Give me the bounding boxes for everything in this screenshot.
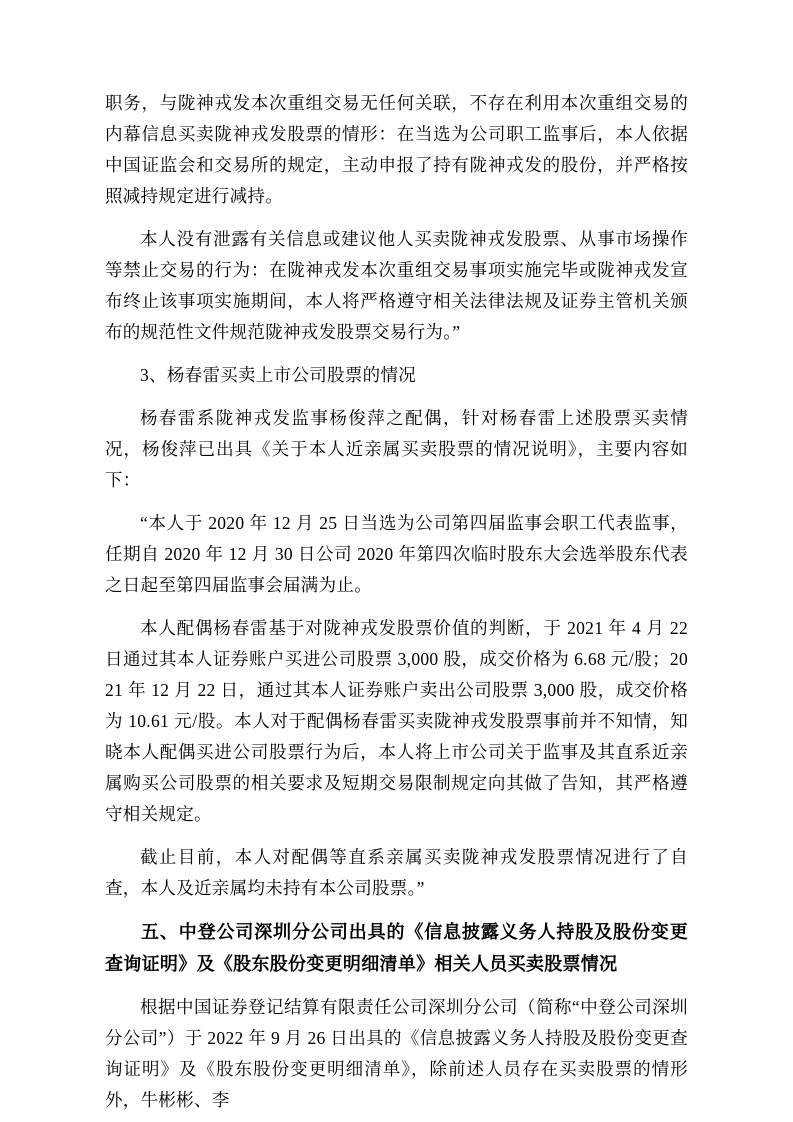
paragraph: 杨春雷系陇神戎发监事杨俊萍之配偶，针对杨春雷上述股票买卖情况，杨俊萍已出具《关于本人近亲属买卖股票的情况说明》，主要内容如下：: [105, 408, 688, 490]
paragraph: 根据中国证券登记结算有限责任公司深圳分公司（简称“中登公司深圳分公司”）于 2022 年 9 月 26 日出具的《信息披露义务人持股及股份变更查询证明》及《股东股份变更明细清单》，除前述人员存在买卖股票的情形外，牛彬彬、李: [105, 997, 688, 1110]
paragraph: 职务，与陇神戎发本次重组交易无任何关联，不存在利用本次重组交易的内幕信息买卖陇神戎发股票的情形：在当选为公司职工监事后，本人依据中国证监会和交易所的规定，主动申报了持有陇神戎发的股份，并严格按照减持规定进行减持。: [105, 93, 688, 206]
paragraph: 本人配偶杨春雷基于对陇神戎发股票价值的判断，于 2021 年 4 月 22 日通过其本人证券账户买进公司股票 3,000 股，成交价格为 6.68 元/股；2021 年 12 月 22 日，通过其本人证券账户卖出公司股票 3,000 股，成交价格为 10.61 元/股。本人对于配偶杨春雷买卖陇神戎发股票事前并不知情，知晓本人配偶买进公司股票行为后，本人将上市公司关于监事及其直系近亲属购买公司股票的相关要求及短期交易限制规定向其做了告知，其严格遵守相关规定。: [105, 618, 688, 824]
paragraph: 3、杨春雷买卖上市公司股票的情况: [140, 365, 417, 385]
paragraph: 截止目前，本人对配偶等直系亲属买卖陇神戎发股票情况进行了自查，本人及近亲属均未持有本公司股票。”: [105, 847, 688, 898]
paragraph: “本人于 2020 年 12 月 25 日当选为公司第四届监事会职工代表监事，任期自 2020 年 12 月 30 日公司 2020 年第四次临时股东大会选举股东代表之日起至第四届监事会届满为止。: [105, 513, 688, 595]
section-heading: 五、中登公司深圳分公司出具的《信息披露义务人持股及股份变更查询证明》及《股东股份变更明细清单》相关人员买卖股票情况: [105, 922, 688, 974]
document-content: [105, 88, 688, 1116]
paragraph: 本人没有泄露有关信息或建议他人买卖陇神戎发股票、从事市场操作等禁止交易的行为：在陇神戎发本次重组交易事项实施完毕或陇神戎发宣布终止该事项实施期间，本人将严格遵守相关法律法规及证券主管机关颁布的规范性文件规范陇神戎发股票交易行为。”: [105, 229, 688, 342]
